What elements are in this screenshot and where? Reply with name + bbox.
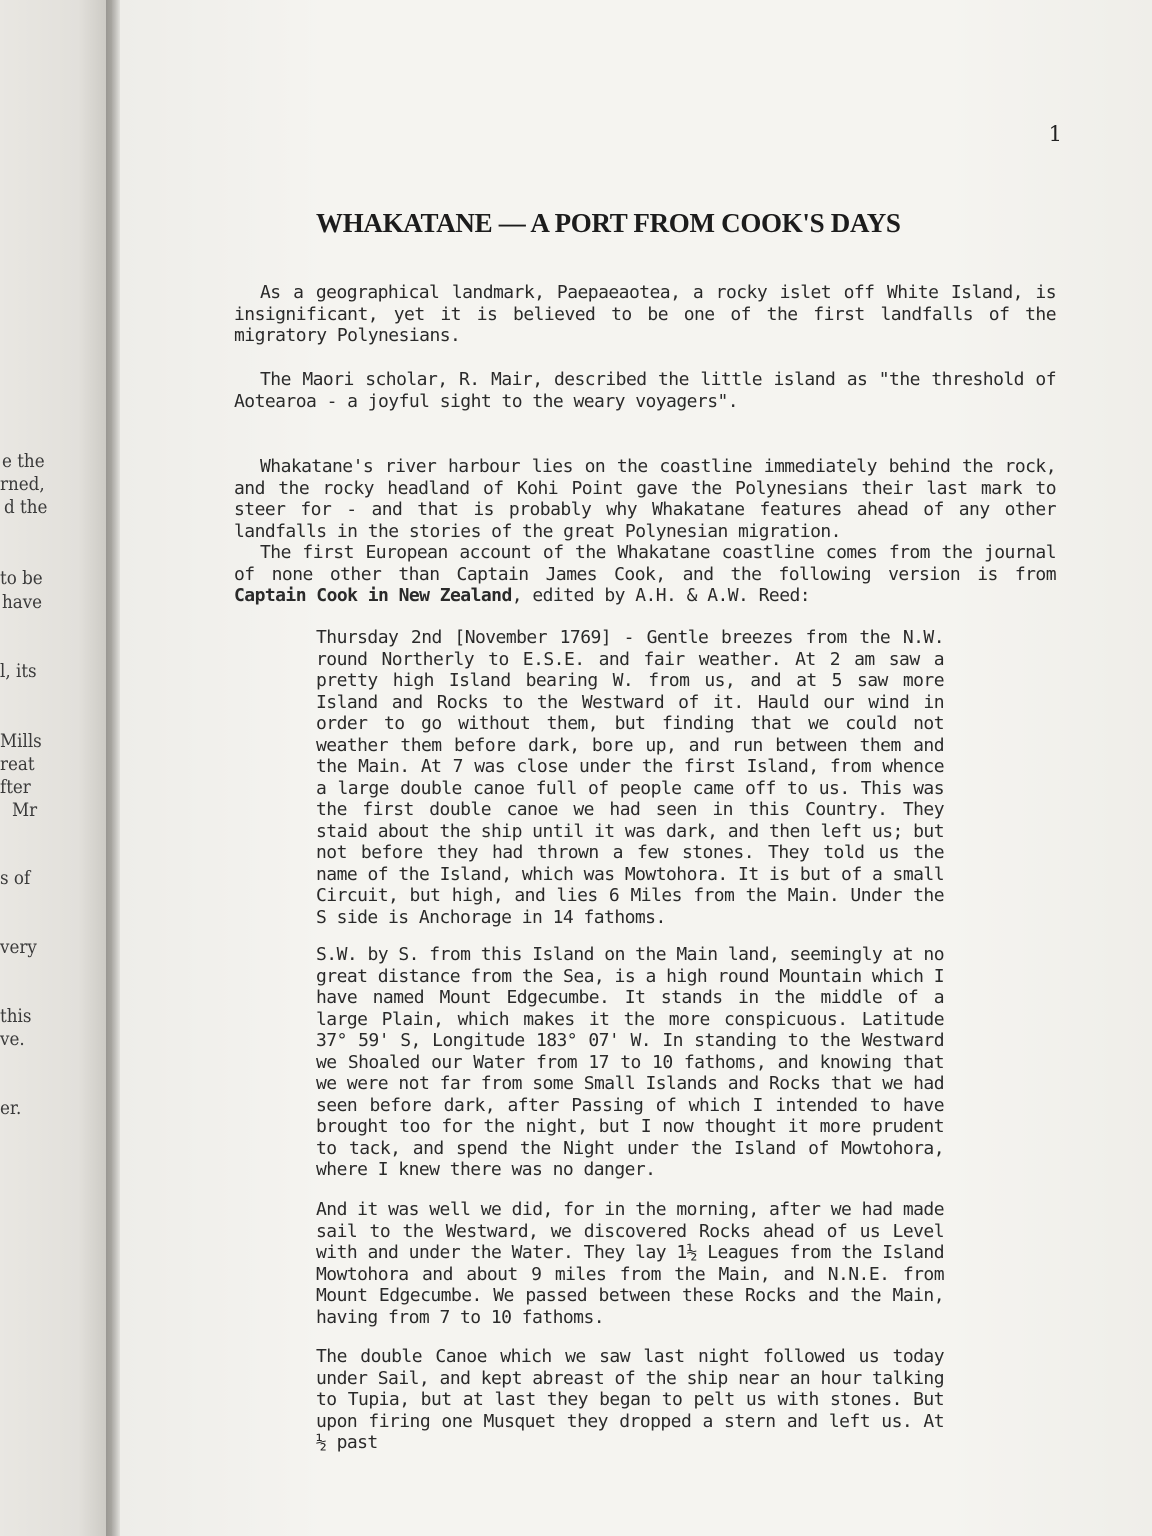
left-fragment: to be xyxy=(0,567,43,589)
paragraph-3: Whakatane's river harbour lies on the coastline immediately behind the rock, and the rocky headland of Kohi Point gave the Polynesians their last mark to steer for - and that is probably why Whakatane features ahead of any other landfalls in the stories of the great Polynesian migration. xyxy=(234,456,1056,542)
paragraph-4-end: , edited by A.H. & A.W. Reed: xyxy=(511,585,811,606)
left-fragment: reat xyxy=(0,753,35,775)
book-title: Captain Cook in New Zealand xyxy=(234,585,512,606)
paragraph-1: As a geographical landmark, Paepaeaotea, a rocky islet off White Island, is insignificant, yet it is believed to be one of the first landfalls of the migratory Polynesians. xyxy=(234,282,1056,346)
paragraph-4 xyxy=(234,542,1056,607)
left-fragment: ve. xyxy=(0,1028,25,1050)
paragraph-2: The Maori scholar, R. Mair, described the little island as "the threshold of Aotearoa - a joyful sight to the weary voyagers". xyxy=(234,369,1056,412)
journal-quote-3: And it was well we did, for in the morning, after we had made sail to the Westward, we discovered Rocks ahead of us Level with and under the Water. They lay 1½ Leagues from the Island Mowtohora and about 9 miles from the Main, and N.N.E. from Mount Edgecumbe. We passed between these Rocks and the Main, having from 7 to 10 fathoms. xyxy=(316,1199,944,1328)
previous-page-edge xyxy=(0,0,112,1536)
left-fragment: er. xyxy=(0,1097,22,1119)
journal-quote-1: Thursday 2nd [November 1769] - Gentle breezes from the N.W. round Northerly to E.S.E. and fair weather. At 2 am saw a pretty high Island bearing W. from us, and at 5 saw more Island and Rocks to the Westward of it. Hauld our wind in order to go without them, but finding that we could not weather them before dark, bore up, and run between them and the Main. At 7 was close under the first Island, from whence a large double canoe full of people came off to us. This was the first double canoe we had seen in this Country. They staid about the ship until it was dark, and then left us; but not before they had thrown a few stones. They told us the name of the Island, which was Mowtohora. It is but of a small Circuit, but high, and lies 6 Miles from the Main. Under the S side is Anchorage in 14 fathoms. xyxy=(316,627,944,928)
left-fragment: s of xyxy=(0,867,31,889)
left-fragment: Mills xyxy=(0,730,42,752)
left-fragment: e the xyxy=(2,450,45,472)
left-fragment: l, its xyxy=(0,660,37,682)
journal-quote-2: S.W. by S. from this Island on the Main land, seemingly at no great distance from the Sea, is a high round Mountain which I have named Mount Edgecumbe. It stands in the middle of a large Plain, which makes it the more conspicuous. Latitude 37° 59' S, Longitude 183° 07' W. In standing to the Westward we Shoaled our Water from 17 to 10 fathoms, and knowing that we were not far from some Small Islands and Rocks that we had seen before dark, after Passing of which I intended to have brought too for the night, but I now thought it more prudent to tack, and spend the Night under the Island of Mowtohora, where I knew there was no danger. xyxy=(316,944,944,1180)
journal-quote-4: The double Canoe which we saw last night followed us today under Sail, and kept abreast of the ship near an hour talking to Tupia, but at last they began to pelt us with stones. But upon firing one Musquet they dropped a stern and left us. At ½ past xyxy=(316,1346,944,1453)
left-fragment: this xyxy=(0,1005,32,1027)
paragraph-4-start: The first European account of the Whakatane coastline comes from the journal of none other than Captain James Cook, and the following version is from xyxy=(234,542,1056,585)
left-fragment: d the xyxy=(4,496,48,518)
left-fragment: rned, xyxy=(0,473,45,495)
left-fragment: Mr xyxy=(12,799,38,821)
page-number: 1 xyxy=(1048,122,1062,146)
left-fragment: very xyxy=(0,936,37,958)
left-fragment: fter xyxy=(0,776,31,798)
document-page xyxy=(120,0,1152,1536)
left-fragment: have xyxy=(2,591,43,613)
page-title: WHAKATANE — A PORT FROM COOK'S DAYS xyxy=(316,208,901,238)
